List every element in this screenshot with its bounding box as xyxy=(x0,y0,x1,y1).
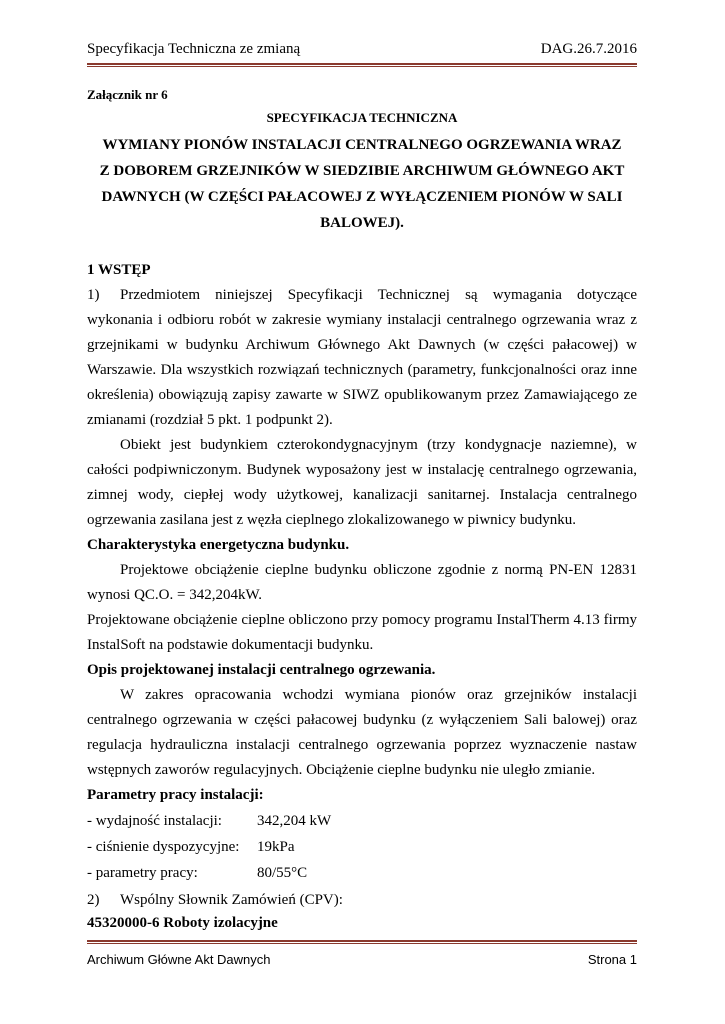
param-row xyxy=(87,808,637,834)
param-value: 80/55°C xyxy=(257,865,308,881)
param-label: - ciśnienie dyspozycyjne: xyxy=(87,839,240,855)
footer-rule xyxy=(87,940,637,942)
page-footer xyxy=(87,950,637,970)
page-number: Strona 1 xyxy=(587,952,637,967)
spec-title: SPECYFIKACJA TECHNICZNA xyxy=(266,110,458,125)
document-body xyxy=(87,84,637,933)
header-doc-ref: DAG.26.7.2016 xyxy=(540,41,637,57)
param-label: - parametry pracy: xyxy=(87,865,198,881)
item-1 xyxy=(87,283,637,433)
energy-heading: Charakterystyka energetyczna budynku. xyxy=(87,537,350,553)
design-text: W zakres opracowania wchodzi wymiana pionów oraz grzejników instalacji centralnego ogrzewania w części pałacowej budynku (z wyłączeniem Sali balowej) oraz regulacja hydrauliczna instalacji centralnego ogrzewania poprzez wyznaczenie nastaw wstępnych zaworów regulacyjnych. Obciążenie cieplne budynku nie uległo zmianie. xyxy=(87,687,637,778)
param-value: 342,204 kW xyxy=(257,813,332,829)
item-1-text: Przedmiotem niniejszej Specyfikacji Technicznej są wymagania dotyczące wykonania i odbioru robót w zakresie wymiany instalacji centralnego ogrzewania wraz z grzejnikami w budynku Archiwum Głównego Akt Dawnych (w części pałacowej) w Warszawie. Dla wszystkich rozwiązań technicznych (parametry, funkcjonalności oraz inne określenia) obowiązują zapisy zawarte w SIWZ opublikowanym przez Zamawiającego ze zmianami (rozdział 5 pkt. 1 podpunkt 2). xyxy=(87,287,637,428)
footer-organization: Archiwum Główne Akt Dawnych xyxy=(87,952,271,967)
section-heading-intro: 1 WSTĘP xyxy=(87,262,151,278)
item-1-number: 1) xyxy=(87,287,100,303)
footer-rule-thin xyxy=(87,943,637,944)
design-heading: Opis projektowanej instalacji centralnego ogrzewania. xyxy=(87,662,436,678)
energy-text-1: Projektowe obciążenie cieplne budynku obliczone zgodnie z normą PN-EN 12831 wynosi QC.O. = 342,204kW. xyxy=(87,562,637,603)
header-title: Specyfikacja Techniczna ze zmianą xyxy=(87,41,301,57)
header-rule xyxy=(87,63,637,65)
param-value: 19kPa xyxy=(257,839,295,855)
item-2 xyxy=(87,888,637,913)
page-header xyxy=(87,38,637,60)
cpv-code: 45320000-6 Roboty izolacyjne xyxy=(87,915,278,931)
header-rule-thin xyxy=(87,66,637,67)
main-title-line: Z DOBOREM GRZEJNIKÓW W SIEDZIBIE ARCHIWUM GŁÓWNEGO AKT xyxy=(99,163,625,179)
param-label: - wydajność instalacji: xyxy=(87,813,222,829)
param-row xyxy=(87,834,637,860)
params-heading: Parametry pracy instalacji: xyxy=(87,787,264,803)
item-2-number: 2) xyxy=(87,892,100,908)
param-row xyxy=(87,860,637,886)
building-description: Obiekt jest budynkiem czterokondygnacyjnym (trzy kondygnacje naziemne), w całości podpiwniczonym. Budynek wyposażony jest w instalację centralnego ogrzewania, zimnej wody, ciepłej wody użytkowej, kanalizacji sanitarnej. Instalacja centralnego ogrzewania zasilana jest z węzła cieplnego zlokalizowanego w piwnicy budynku. xyxy=(87,437,637,528)
main-title-line: WYMIANY PIONÓW INSTALACJI CENTRALNEGO OGRZEWANIA WRAZ xyxy=(102,137,622,153)
main-title-line: DAWNYCH (W CZĘŚCI PAŁACOWEJ Z WYŁĄCZENIEM PIONÓW W SALI xyxy=(101,189,623,205)
annex-label: Załącznik nr 6 xyxy=(87,87,168,102)
main-title-line: BALOWEJ). xyxy=(320,215,404,231)
item-2-text: Wspólny Słownik Zamówień (CPV): xyxy=(120,892,343,908)
main-title xyxy=(87,132,637,236)
energy-text-2: Projektowane obciążenie cieplne obliczono przy pomocy programu InstalTherm 4.13 firmy InstalSoft na podstawie dokumentacji budynku. xyxy=(87,612,637,653)
